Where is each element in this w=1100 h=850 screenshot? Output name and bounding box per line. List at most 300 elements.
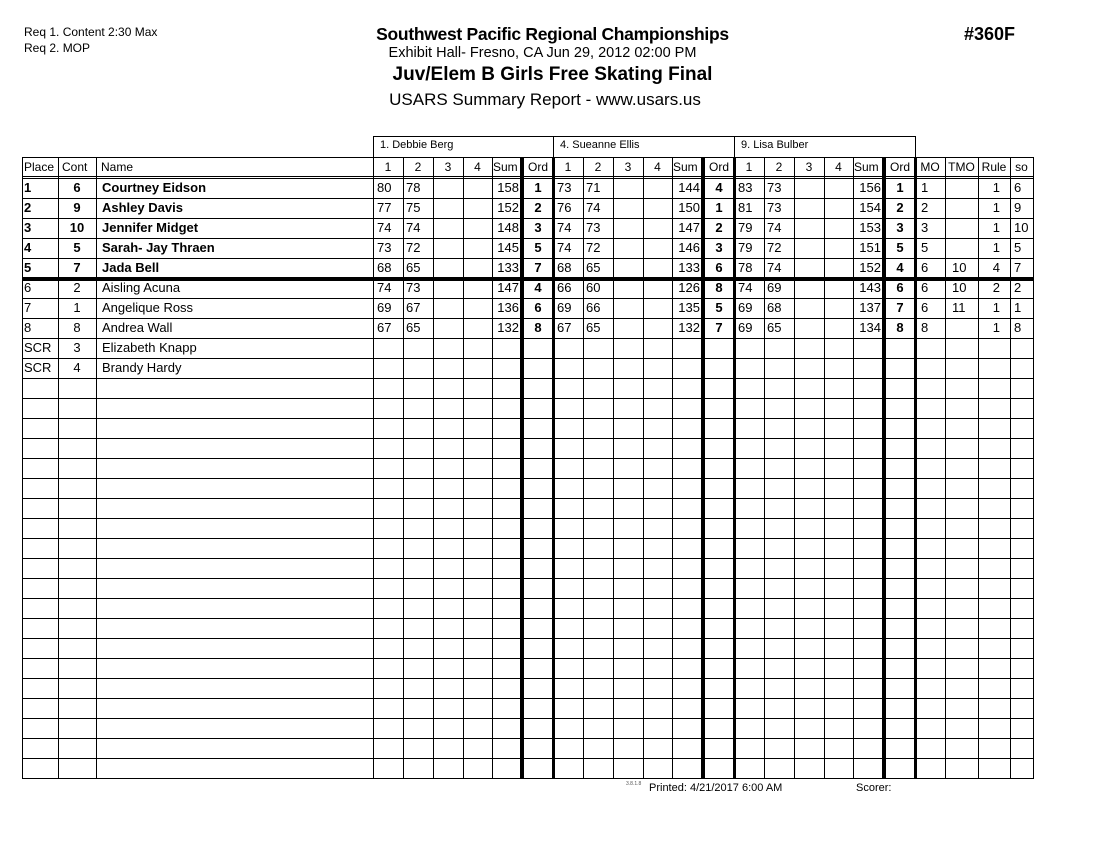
contestant-number-cell: 7 bbox=[73, 260, 81, 275]
judge1-score4-cell bbox=[466, 198, 490, 218]
judge1-sum-cell: 133 bbox=[497, 260, 519, 275]
tmo-cell bbox=[952, 178, 976, 198]
grid-vline bbox=[978, 157, 979, 779]
header-place: Place bbox=[24, 160, 55, 174]
skater-name-cell: Jada Bell bbox=[102, 260, 160, 275]
judge2-ordinal-cell bbox=[706, 358, 732, 378]
rule-cell: 1 bbox=[992, 180, 1000, 195]
header-tmo: TMO bbox=[948, 160, 975, 174]
header-judge3-col-sum: Sum bbox=[854, 160, 879, 174]
grid-vline bbox=[882, 157, 886, 779]
judge1-ordinal-cell bbox=[525, 358, 551, 378]
grid-hline bbox=[22, 738, 1034, 739]
judge2-sum-cell: 147 bbox=[678, 220, 700, 235]
mo-cell: 5 bbox=[921, 240, 929, 255]
grid-vline bbox=[1033, 157, 1034, 779]
grid-vline bbox=[58, 157, 59, 779]
judge3-score3-cell bbox=[797, 258, 822, 278]
judge1-ordinal-cell: 1 bbox=[534, 180, 542, 195]
printed-timestamp: Printed: 4/21/2017 6:00 AM bbox=[649, 782, 783, 794]
judge2-score3-cell bbox=[616, 338, 641, 358]
place-cell: 7 bbox=[24, 300, 32, 315]
header-mo: MO bbox=[920, 160, 940, 174]
judge3-score4-cell bbox=[827, 298, 851, 318]
grid-hline bbox=[22, 478, 1034, 479]
judge3-score3-cell bbox=[797, 178, 822, 198]
skater-name-cell: Jennifer Midget bbox=[102, 220, 199, 235]
judge2-score4-cell bbox=[646, 298, 670, 318]
judge2-score2-cell: 65 bbox=[586, 260, 601, 275]
judge3-score4-cell bbox=[827, 338, 851, 358]
rule-cell bbox=[980, 338, 1000, 358]
judge1-score2-cell: 67 bbox=[406, 300, 421, 315]
judge3-score4-cell bbox=[827, 318, 851, 338]
judge3-score2-cell: 73 bbox=[767, 180, 782, 195]
skater-name-cell: Brandy Hardy bbox=[102, 360, 182, 375]
venue-date-line: Exhibit Hall- Fresno, CA Jun 29, 2012 02:00 PM bbox=[388, 45, 697, 61]
grid-vline bbox=[914, 157, 917, 779]
grid-vline bbox=[520, 157, 524, 779]
championship-title: Southwest Pacific Regional Championships bbox=[376, 24, 729, 44]
so-cell: 5 bbox=[1014, 240, 1022, 255]
header-judge3-col-1: 1 bbox=[745, 160, 753, 174]
judge3-score2-cell: 68 bbox=[767, 300, 782, 315]
grid-hline bbox=[22, 398, 1034, 399]
grid-hline bbox=[22, 438, 1034, 439]
judge3-score2-cell bbox=[767, 338, 792, 358]
judge2-score4-cell bbox=[646, 358, 670, 378]
judge1-score4-cell bbox=[466, 258, 490, 278]
judge3-score3-cell bbox=[797, 318, 822, 338]
judge2-score3-cell bbox=[616, 358, 641, 378]
judge1-score4-cell bbox=[466, 178, 490, 198]
rule-cell: 1 bbox=[992, 200, 1000, 215]
judge1-score4-cell bbox=[466, 358, 490, 378]
judge2-score3-cell bbox=[616, 278, 641, 298]
mo-cell: 6 bbox=[921, 260, 929, 275]
judge2-score4-cell bbox=[646, 238, 670, 258]
judge2-score4-cell bbox=[646, 218, 670, 238]
tmo-cell bbox=[952, 198, 976, 218]
judge3-ordinal-cell: 2 bbox=[896, 200, 904, 215]
so-cell: 6 bbox=[1014, 180, 1022, 195]
requirement-1: Req 1. Content 2:30 Max bbox=[24, 25, 158, 39]
judge3-score1-cell: 79 bbox=[738, 240, 753, 255]
judge1-score4-cell bbox=[466, 298, 490, 318]
contestant-number-cell: 3 bbox=[73, 340, 81, 355]
judge1-score1-cell: 80 bbox=[377, 180, 392, 195]
judge1-score2-cell: 75 bbox=[406, 200, 421, 215]
judge2-score3-cell bbox=[616, 238, 641, 258]
judge2-ordinal-cell bbox=[706, 338, 732, 358]
judge2-score1-cell: 69 bbox=[557, 300, 572, 315]
judge1-sum-cell: 148 bbox=[497, 220, 519, 235]
judge1-score2-cell: 78 bbox=[406, 180, 421, 195]
judge1-sum-cell: 158 bbox=[497, 180, 519, 195]
grid-hline bbox=[22, 578, 1034, 579]
so-cell bbox=[1014, 358, 1031, 378]
grid-hline bbox=[22, 518, 1034, 519]
judge3-score1-cell: 83 bbox=[738, 180, 753, 195]
judge3-score1-cell: 79 bbox=[738, 220, 753, 235]
grid-hline bbox=[22, 778, 1034, 779]
place-cell: 1 bbox=[24, 180, 32, 195]
judge3-ordinal-cell: 7 bbox=[896, 300, 904, 315]
grid-vline bbox=[733, 157, 736, 779]
judge3-ordinal-cell: 3 bbox=[896, 220, 904, 235]
judge2-score2-cell: 65 bbox=[586, 320, 601, 335]
header-cont: Cont bbox=[62, 160, 88, 174]
judge2-score2-cell: 74 bbox=[586, 200, 601, 215]
judge3-score2-cell: 72 bbox=[767, 240, 782, 255]
judge1-score1-cell: 77 bbox=[377, 200, 392, 215]
grid-hline bbox=[22, 698, 1034, 699]
judge1-ordinal-cell: 2 bbox=[534, 200, 542, 215]
grid-hline bbox=[22, 758, 1034, 759]
grid-vline bbox=[672, 157, 673, 779]
judge2-score1-cell: 74 bbox=[557, 240, 572, 255]
tmo-cell bbox=[952, 218, 976, 238]
judge3-score4-cell bbox=[827, 358, 851, 378]
so-cell: 8 bbox=[1014, 320, 1022, 335]
grid-vline bbox=[824, 157, 825, 779]
software-version: 3.8.1.8 bbox=[626, 781, 642, 787]
mo-cell: 1 bbox=[921, 180, 929, 195]
judge2-sum-cell: 133 bbox=[678, 260, 700, 275]
judge1-score3-cell bbox=[436, 178, 461, 198]
skater-name-cell: Aisling Acuna bbox=[102, 280, 181, 295]
grid-hline bbox=[22, 618, 1034, 619]
judge3-score1-cell bbox=[738, 358, 762, 378]
rule-cell: 2 bbox=[992, 280, 1000, 295]
judge1-score2-cell: 73 bbox=[406, 280, 421, 295]
rule-cell: 1 bbox=[992, 220, 1000, 235]
judge2-score3-cell bbox=[616, 218, 641, 238]
grid-hline bbox=[22, 678, 1034, 679]
judge2-score2-cell: 60 bbox=[586, 280, 601, 295]
judge1-ordinal-cell: 4 bbox=[534, 280, 542, 295]
tmo-cell bbox=[952, 318, 976, 338]
judge1-score3-cell bbox=[436, 318, 461, 338]
judge1-sum-cell bbox=[495, 358, 519, 378]
judge3-score3-cell bbox=[797, 338, 822, 358]
grid-hline bbox=[22, 498, 1034, 499]
judge2-score4-cell bbox=[646, 258, 670, 278]
grid-vline bbox=[96, 157, 97, 779]
judge2-score1-cell bbox=[557, 338, 581, 358]
judge3-score2-cell: 65 bbox=[767, 320, 782, 335]
mo-cell: 6 bbox=[921, 300, 929, 315]
header-judge1-col-1: 1 bbox=[384, 160, 392, 174]
judge3-score1-cell: 81 bbox=[738, 200, 753, 215]
judge3-sum-cell bbox=[856, 338, 881, 358]
event-number: #360F bbox=[964, 24, 1016, 44]
judge3-score3-cell bbox=[797, 238, 822, 258]
judge1-score2-cell: 65 bbox=[406, 320, 421, 335]
judge1-score1-cell: 74 bbox=[377, 280, 392, 295]
grid-vline bbox=[945, 157, 946, 779]
grid-vline bbox=[853, 157, 854, 779]
grid-hline bbox=[22, 638, 1034, 639]
contestant-number-cell: 4 bbox=[73, 360, 81, 375]
judge2-score1-cell: 68 bbox=[557, 260, 572, 275]
judge3-ordinal-cell: 5 bbox=[896, 240, 904, 255]
judge2-score3-cell bbox=[616, 198, 641, 218]
judge2-ordinal-cell: 1 bbox=[715, 200, 723, 215]
grid-vline bbox=[492, 157, 493, 779]
judge1-score1-cell: 67 bbox=[377, 320, 392, 335]
rule-cell: 1 bbox=[992, 240, 1000, 255]
judge1-score2-cell: 74 bbox=[406, 220, 421, 235]
judge2-score2-cell: 73 bbox=[586, 220, 601, 235]
grid-vline bbox=[583, 157, 584, 779]
judge-header-2 bbox=[553, 136, 735, 157]
grid-hline bbox=[22, 558, 1034, 559]
place-cell: SCR bbox=[24, 340, 52, 355]
judge-name: 1. Debbie Berg bbox=[380, 139, 454, 151]
judge2-sum-cell: 132 bbox=[678, 320, 700, 335]
judge3-sum-cell bbox=[856, 358, 881, 378]
judge2-score4-cell bbox=[646, 198, 670, 218]
place-cell: 4 bbox=[24, 240, 32, 255]
header-name: Name bbox=[101, 160, 134, 174]
place-cell: SCR bbox=[24, 360, 52, 375]
judge3-score4-cell bbox=[827, 258, 851, 278]
header-so: so bbox=[1015, 160, 1028, 174]
judge3-score2-cell: 73 bbox=[767, 200, 782, 215]
judge3-ordinal-cell bbox=[887, 338, 913, 358]
judge3-ordinal-cell: 1 bbox=[896, 180, 904, 195]
tmo-cell: 10 bbox=[952, 280, 967, 295]
judge3-sum-cell: 143 bbox=[859, 280, 881, 295]
so-cell: 7 bbox=[1014, 260, 1022, 275]
judge1-sum-cell: 136 bbox=[497, 300, 519, 315]
judge1-score2-cell: 72 bbox=[406, 240, 421, 255]
rule-cell: 4 bbox=[992, 260, 1000, 275]
judge3-score4-cell bbox=[827, 178, 851, 198]
judge2-score1-cell: 73 bbox=[557, 180, 572, 195]
grid-vline bbox=[373, 157, 374, 779]
judge3-score2-cell: 74 bbox=[767, 220, 782, 235]
grid-vline bbox=[1010, 157, 1011, 779]
judge2-sum-cell: 150 bbox=[678, 200, 700, 215]
contestant-number-cell: 9 bbox=[73, 200, 81, 215]
contestant-number-cell: 5 bbox=[73, 240, 81, 255]
judge1-score3-cell bbox=[436, 298, 461, 318]
judge2-score3-cell bbox=[616, 178, 641, 198]
header-judge1-col-sum: Sum bbox=[493, 160, 518, 174]
judge2-score2-cell: 71 bbox=[586, 180, 601, 195]
judge2-ordinal-cell: 6 bbox=[715, 260, 723, 275]
tmo-cell bbox=[952, 338, 976, 358]
skater-name-cell: Angelique Ross bbox=[102, 300, 194, 315]
mo-cell: 2 bbox=[921, 200, 929, 215]
judge2-score3-cell bbox=[616, 318, 641, 338]
tmo-cell bbox=[952, 238, 976, 258]
judge2-sum-cell: 126 bbox=[678, 280, 700, 295]
judge1-ordinal-cell: 8 bbox=[534, 320, 542, 335]
judge2-score1-cell: 76 bbox=[557, 200, 572, 215]
judge2-ordinal-cell: 7 bbox=[715, 320, 723, 335]
judge3-score2-cell: 74 bbox=[767, 260, 782, 275]
judge2-score2-cell bbox=[586, 358, 611, 378]
judge3-sum-cell: 154 bbox=[859, 200, 881, 215]
judge2-sum-cell: 146 bbox=[678, 240, 700, 255]
judge1-ordinal-cell bbox=[525, 338, 551, 358]
grid-vline bbox=[552, 157, 555, 779]
judge2-score4-cell bbox=[646, 338, 670, 358]
judge3-score3-cell bbox=[797, 278, 822, 298]
judge2-sum-cell: 144 bbox=[678, 180, 700, 195]
tmo-cell bbox=[952, 358, 976, 378]
judge3-sum-cell: 137 bbox=[859, 300, 881, 315]
judge1-sum-cell: 152 bbox=[497, 200, 519, 215]
mo-cell: 3 bbox=[921, 220, 929, 235]
rule-cell: 1 bbox=[992, 320, 1000, 335]
judge1-score4-cell bbox=[466, 218, 490, 238]
judge3-ordinal-cell: 4 bbox=[896, 260, 904, 275]
skater-name-cell: Sarah- Jay Thraen bbox=[102, 240, 215, 255]
judge1-score3-cell bbox=[436, 338, 461, 358]
judge3-score3-cell bbox=[797, 218, 822, 238]
judge1-score4-cell bbox=[466, 318, 490, 338]
judge2-sum-cell: 135 bbox=[678, 300, 700, 315]
judge3-sum-cell: 151 bbox=[859, 240, 881, 255]
header-judge2-col-4: 4 bbox=[654, 160, 661, 174]
judge1-score1-cell bbox=[377, 358, 401, 378]
judge3-score3-cell bbox=[797, 198, 822, 218]
judge1-score3-cell bbox=[436, 278, 461, 298]
judge3-sum-cell: 156 bbox=[859, 180, 881, 195]
so-cell: 10 bbox=[1014, 220, 1029, 235]
judge3-score4-cell bbox=[827, 238, 851, 258]
grid-vline bbox=[794, 157, 795, 779]
contestant-number-cell: 2 bbox=[73, 280, 81, 295]
mo-cell bbox=[921, 338, 943, 358]
header-judge3-col-4: 4 bbox=[835, 160, 842, 174]
contestant-number-cell: 1 bbox=[73, 300, 81, 315]
header-judge3-col-3: 3 bbox=[805, 160, 813, 174]
grid-hline bbox=[22, 538, 1034, 539]
judge2-score1-cell: 66 bbox=[557, 280, 572, 295]
judge3-score4-cell bbox=[827, 218, 851, 238]
grid-vline bbox=[433, 157, 434, 779]
grid-vline bbox=[403, 157, 404, 779]
judge2-score2-cell bbox=[586, 338, 611, 358]
judge1-ordinal-cell: 5 bbox=[534, 240, 542, 255]
contestant-number-cell: 10 bbox=[69, 220, 85, 235]
judge1-sum-cell: 147 bbox=[497, 280, 519, 295]
judge1-score1-cell: 68 bbox=[377, 260, 392, 275]
grid-vline bbox=[643, 157, 644, 779]
header-judge1-col-ord: Ord bbox=[527, 160, 548, 174]
grid-hline bbox=[22, 658, 1034, 659]
grid-vline bbox=[701, 157, 705, 779]
header-judge2-col-sum: Sum bbox=[673, 160, 698, 174]
judge1-score3-cell bbox=[436, 258, 461, 278]
judge2-score3-cell bbox=[616, 258, 641, 278]
grid-hline bbox=[22, 418, 1034, 419]
judge3-score1-cell: 69 bbox=[738, 300, 753, 315]
place-cell: 2 bbox=[24, 200, 32, 215]
judge2-score3-cell bbox=[616, 298, 641, 318]
so-cell: 1 bbox=[1014, 300, 1022, 315]
tmo-cell: 10 bbox=[952, 260, 967, 275]
judge2-sum-cell bbox=[675, 338, 700, 358]
grid-vline bbox=[764, 157, 765, 779]
judge3-score1-cell: 74 bbox=[738, 280, 753, 295]
judge3-score1-cell: 78 bbox=[738, 260, 753, 275]
judge3-score1-cell: 69 bbox=[738, 320, 753, 335]
requirement-2: Req 2. MOP bbox=[24, 41, 91, 55]
judge3-score2-cell: 69 bbox=[767, 280, 782, 295]
contestant-number-cell: 8 bbox=[73, 320, 81, 335]
judge2-score4-cell bbox=[646, 178, 670, 198]
judge2-score2-cell: 66 bbox=[586, 300, 601, 315]
place-cell: 3 bbox=[24, 220, 32, 235]
judge2-score4-cell bbox=[646, 278, 670, 298]
judge1-score3-cell bbox=[436, 238, 461, 258]
judge2-sum-cell bbox=[675, 358, 700, 378]
report-title: USARS Summary Report - www.usars.us bbox=[389, 90, 701, 109]
judge1-score3-cell bbox=[436, 198, 461, 218]
judge2-ordinal-cell: 5 bbox=[715, 300, 723, 315]
judge1-score2-cell: 65 bbox=[406, 260, 421, 275]
judge1-score4-cell bbox=[466, 238, 490, 258]
judge2-score1-cell: 74 bbox=[557, 220, 572, 235]
place-cell: 6 bbox=[24, 280, 32, 295]
tmo-cell: 11 bbox=[952, 300, 966, 315]
so-cell: 9 bbox=[1014, 200, 1022, 215]
header-judge3-col-2: 2 bbox=[775, 160, 783, 174]
judge1-sum-cell: 132 bbox=[497, 320, 519, 335]
judge1-ordinal-cell: 6 bbox=[534, 300, 542, 315]
judge3-score3-cell bbox=[797, 298, 822, 318]
judge3-sum-cell: 134 bbox=[859, 320, 881, 335]
judge2-ordinal-cell: 3 bbox=[715, 240, 723, 255]
skater-name-cell: Elizabeth Knapp bbox=[102, 340, 197, 355]
judge1-score2-cell bbox=[406, 338, 431, 358]
skater-name-cell: Courtney Eidson bbox=[102, 180, 207, 195]
mo-cell: 8 bbox=[921, 320, 929, 335]
place-cell: 8 bbox=[24, 320, 32, 335]
so-cell: 2 bbox=[1014, 280, 1022, 295]
header-judge2-col-2: 2 bbox=[594, 160, 602, 174]
skater-name-cell: Andrea Wall bbox=[102, 320, 173, 335]
judge1-ordinal-cell: 3 bbox=[534, 220, 542, 235]
judge-header-1 bbox=[373, 136, 554, 157]
judge-header-3 bbox=[734, 136, 916, 157]
grid-vline bbox=[463, 157, 464, 779]
judge2-ordinal-cell: 4 bbox=[715, 180, 723, 195]
header-judge2-col-3: 3 bbox=[624, 160, 632, 174]
judge3-score1-cell bbox=[738, 338, 762, 358]
header-judge2-col-ord: Ord bbox=[708, 160, 729, 174]
mo-cell bbox=[921, 358, 943, 378]
header-judge1-col-3: 3 bbox=[444, 160, 452, 174]
judge2-score4-cell bbox=[646, 318, 670, 338]
header-judge3-col-ord: Ord bbox=[889, 160, 910, 174]
judge2-ordinal-cell: 2 bbox=[715, 220, 723, 235]
grid-hline bbox=[22, 458, 1034, 459]
judge3-sum-cell: 153 bbox=[859, 220, 881, 235]
judge1-score3-cell bbox=[436, 218, 461, 238]
judge3-ordinal-cell: 8 bbox=[896, 320, 904, 335]
header-judge1-col-2: 2 bbox=[414, 160, 422, 174]
judge1-ordinal-cell: 7 bbox=[534, 260, 542, 275]
judge3-score2-cell bbox=[767, 358, 792, 378]
grid-vline bbox=[22, 157, 23, 779]
